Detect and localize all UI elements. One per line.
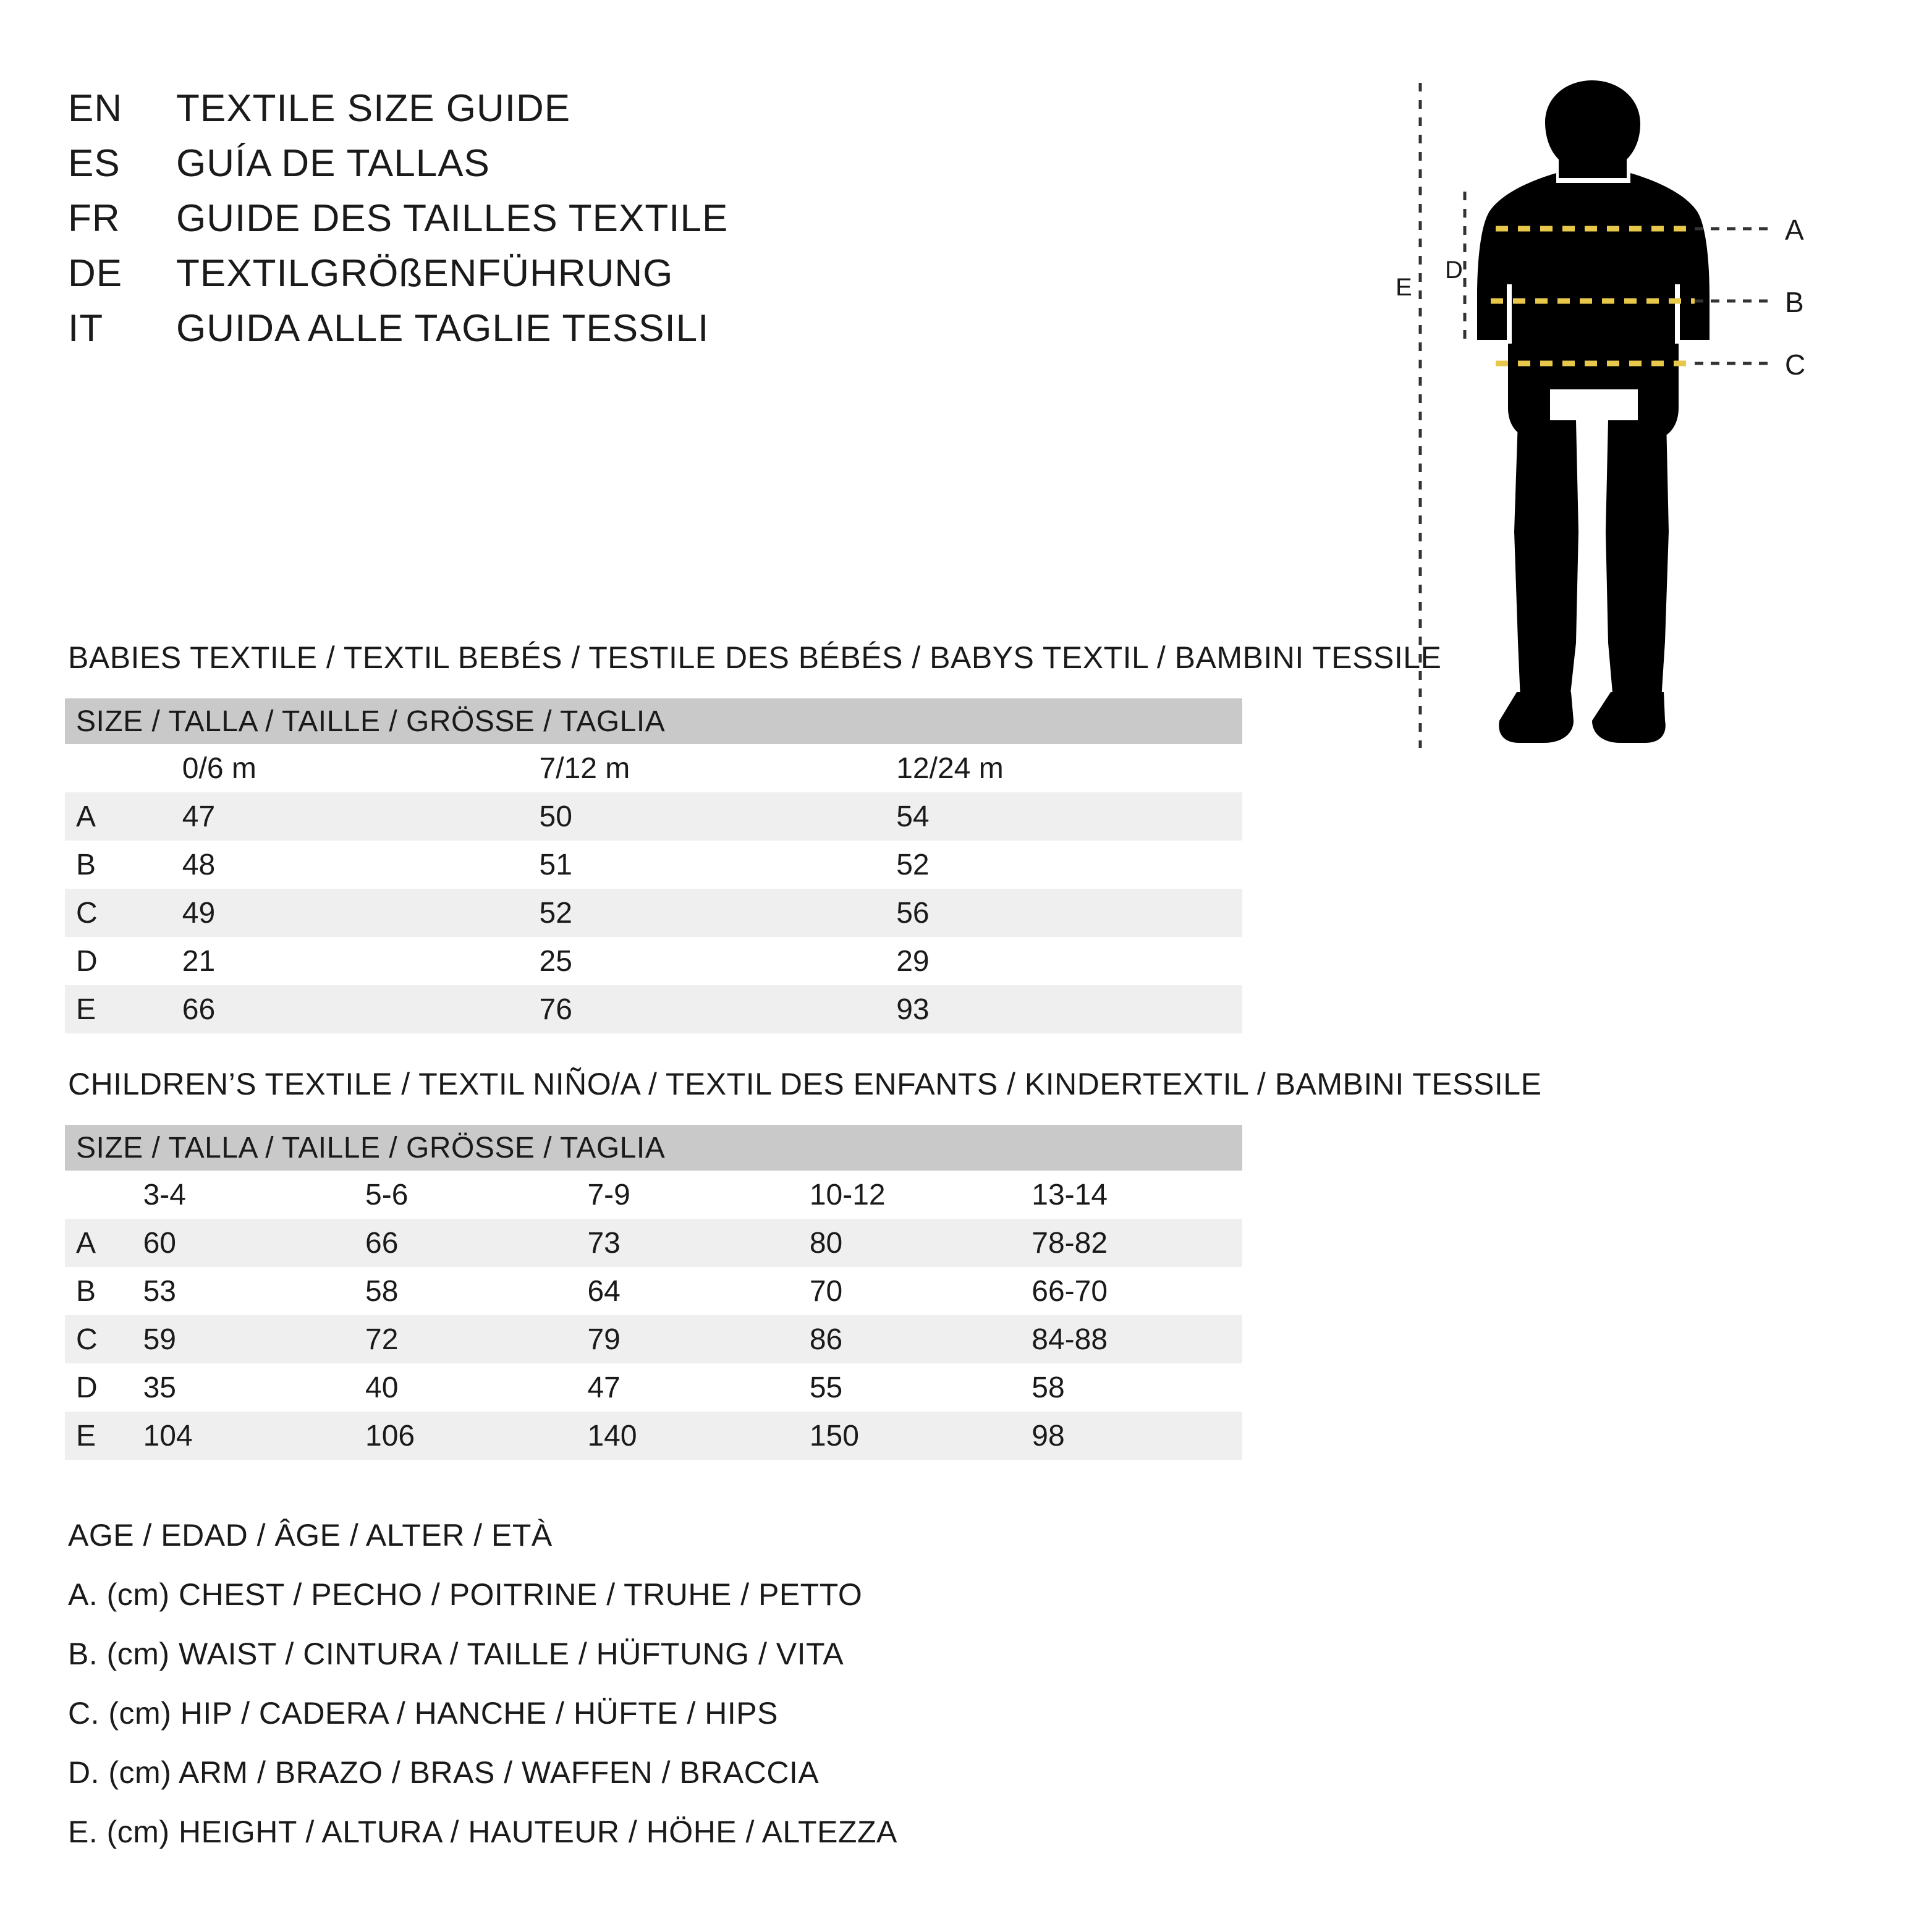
language-code: EN: [68, 87, 123, 130]
cell-value: 73: [576, 1219, 798, 1267]
size-column-header: 7-9: [576, 1171, 798, 1219]
table-sizes-row: [65, 744, 1242, 792]
cell-value: 35: [132, 1363, 354, 1412]
legend-line: E. (cm) HEIGHT / ALTURA / HAUTEUR / HÖHE / ALTEZZA: [68, 1815, 897, 1849]
marker-label-d: D: [1445, 256, 1463, 284]
language-title: TEXTILE SIZE GUIDE: [176, 87, 571, 130]
babies-size-table: [65, 698, 1242, 1033]
cell-value: 48: [171, 841, 528, 889]
table-header-row: [65, 698, 1242, 744]
marker-label-e: E: [1396, 274, 1412, 301]
cell-value: 106: [354, 1412, 576, 1460]
marker-label-c: C: [1785, 349, 1806, 381]
language-title: TEXTILGRÖßENFÜHRUNG: [176, 252, 674, 295]
language-row: [68, 252, 1428, 295]
language-title: GUIDE DES TAILLES TEXTILE: [176, 197, 729, 240]
size-column-header: 5-6: [354, 1171, 576, 1219]
legend-line: C. (cm) HIP / CADERA / HANCHE / HÜFTE / HIPS: [68, 1696, 778, 1731]
cell-value: 51: [528, 841, 886, 889]
children-section-caption: CHILDREN’S TEXTILE / TEXTIL NIÑO/A / TEXTIL DES ENFANTS / KINDERTEXTIL / BAMBINI TESSILE: [68, 1067, 1542, 1101]
measurement-legend: [68, 1517, 1304, 1873]
cell-value: 64: [576, 1267, 798, 1315]
language-code: FR: [68, 197, 121, 240]
language-row: [68, 87, 1428, 130]
row-label: C: [65, 1315, 132, 1363]
cell-value: 52: [885, 841, 1242, 889]
cell-value: 55: [799, 1363, 1020, 1412]
cell-value: 59: [132, 1315, 354, 1363]
row-label: C: [65, 889, 171, 937]
table-row: [65, 1315, 1242, 1363]
empty-corner-cell: [65, 1171, 132, 1219]
row-label: B: [65, 841, 171, 889]
children-table-header: SIZE / TALLA / TAILLE / GRÖSSE / TAGLIA: [65, 1125, 1242, 1171]
cell-value: 49: [171, 889, 528, 937]
cell-value: 50: [528, 792, 886, 841]
cell-value: 60: [132, 1219, 354, 1267]
table-row: [65, 1267, 1242, 1315]
marker-label-b: B: [1785, 286, 1804, 318]
cell-value: 140: [576, 1412, 798, 1460]
cell-value: 58: [1020, 1363, 1242, 1412]
cell-value: 78-82: [1020, 1219, 1242, 1267]
cell-value: 58: [354, 1267, 576, 1315]
language-row: [68, 142, 1428, 185]
cell-value: 54: [885, 792, 1242, 841]
cell-value: 56: [885, 889, 1242, 937]
cell-value: 79: [576, 1315, 798, 1363]
row-label: D: [65, 1363, 132, 1412]
size-column-header: 10-12: [799, 1171, 1020, 1219]
size-column-header: 13-14: [1020, 1171, 1242, 1219]
babies-section-caption: BABIES TEXTILE / TEXTIL BEBÉS / TESTILE DES BÉBÉS / BABYS TEXTIL / BAMBINI TESSILE: [68, 640, 1442, 675]
language-title: GUÍA DE TALLAS: [176, 142, 490, 185]
row-label: E: [65, 985, 171, 1033]
size-column-header: 3-4: [132, 1171, 354, 1219]
table-sizes-row: [65, 1171, 1242, 1219]
cell-value: 66: [171, 985, 528, 1033]
table-row: [65, 937, 1242, 985]
measurement-figure: [1391, 74, 1885, 766]
language-code: IT: [68, 307, 104, 350]
row-label: A: [65, 1219, 132, 1267]
row-label: B: [65, 1267, 132, 1315]
cell-value: 76: [528, 985, 886, 1033]
size-column-header: 7/12 m: [528, 744, 886, 792]
legend-line: AGE / EDAD / ÂGE / ALTER / ETÀ: [68, 1518, 553, 1553]
empty-corner-cell: [65, 744, 171, 792]
cell-value: 47: [576, 1363, 798, 1412]
cell-value: 80: [799, 1219, 1020, 1267]
cell-value: 72: [354, 1315, 576, 1363]
cell-value: 66-70: [1020, 1267, 1242, 1315]
legend-line: A. (cm) CHEST / PECHO / POITRINE / TRUHE / PETTO: [68, 1577, 863, 1612]
language-title: GUIDA ALLE TAGLIE TESSILI: [176, 307, 710, 350]
table-row: [65, 1219, 1242, 1267]
size-column-header: 0/6 m: [171, 744, 528, 792]
child-silhouette: [1477, 80, 1710, 743]
table-header-row: [65, 1125, 1242, 1171]
row-label: E: [65, 1412, 132, 1460]
babies-table-header: SIZE / TALLA / TAILLE / GRÖSSE / TAGLIA: [65, 698, 1242, 744]
table-row: [65, 889, 1242, 937]
cell-value: 86: [799, 1315, 1020, 1363]
cell-value: 21: [171, 937, 528, 985]
cell-value: 70: [799, 1267, 1020, 1315]
cell-value: 150: [799, 1412, 1020, 1460]
language-code: ES: [68, 142, 121, 185]
size-column-header: 12/24 m: [885, 744, 1242, 792]
cell-value: 40: [354, 1363, 576, 1412]
cell-value: 93: [885, 985, 1242, 1033]
language-title-list: [68, 87, 1428, 362]
table-row: [65, 985, 1242, 1033]
row-label: A: [65, 792, 171, 841]
cell-value: 104: [132, 1412, 354, 1460]
table-row: [65, 792, 1242, 841]
marker-label-a: A: [1785, 214, 1804, 246]
table-row: [65, 1412, 1242, 1460]
table-row: [65, 841, 1242, 889]
table-row: [65, 1363, 1242, 1412]
cell-value: 53: [132, 1267, 354, 1315]
row-label: D: [65, 937, 171, 985]
language-row: [68, 197, 1428, 240]
cell-value: 98: [1020, 1412, 1242, 1460]
cell-value: 29: [885, 937, 1242, 985]
children-size-table: [65, 1125, 1242, 1460]
cell-value: 84-88: [1020, 1315, 1242, 1363]
legend-line: B. (cm) WAIST / CINTURA / TAILLE / HÜFTUNG / VITA: [68, 1637, 844, 1671]
cell-value: 52: [528, 889, 886, 937]
language-row: [68, 307, 1428, 350]
cell-value: 25: [528, 937, 886, 985]
legend-line: D. (cm) ARM / BRAZO / BRAS / WAFFEN / BRACCIA: [68, 1755, 820, 1790]
cell-value: 47: [171, 792, 528, 841]
cell-value: 66: [354, 1219, 576, 1267]
language-code: DE: [68, 252, 123, 295]
